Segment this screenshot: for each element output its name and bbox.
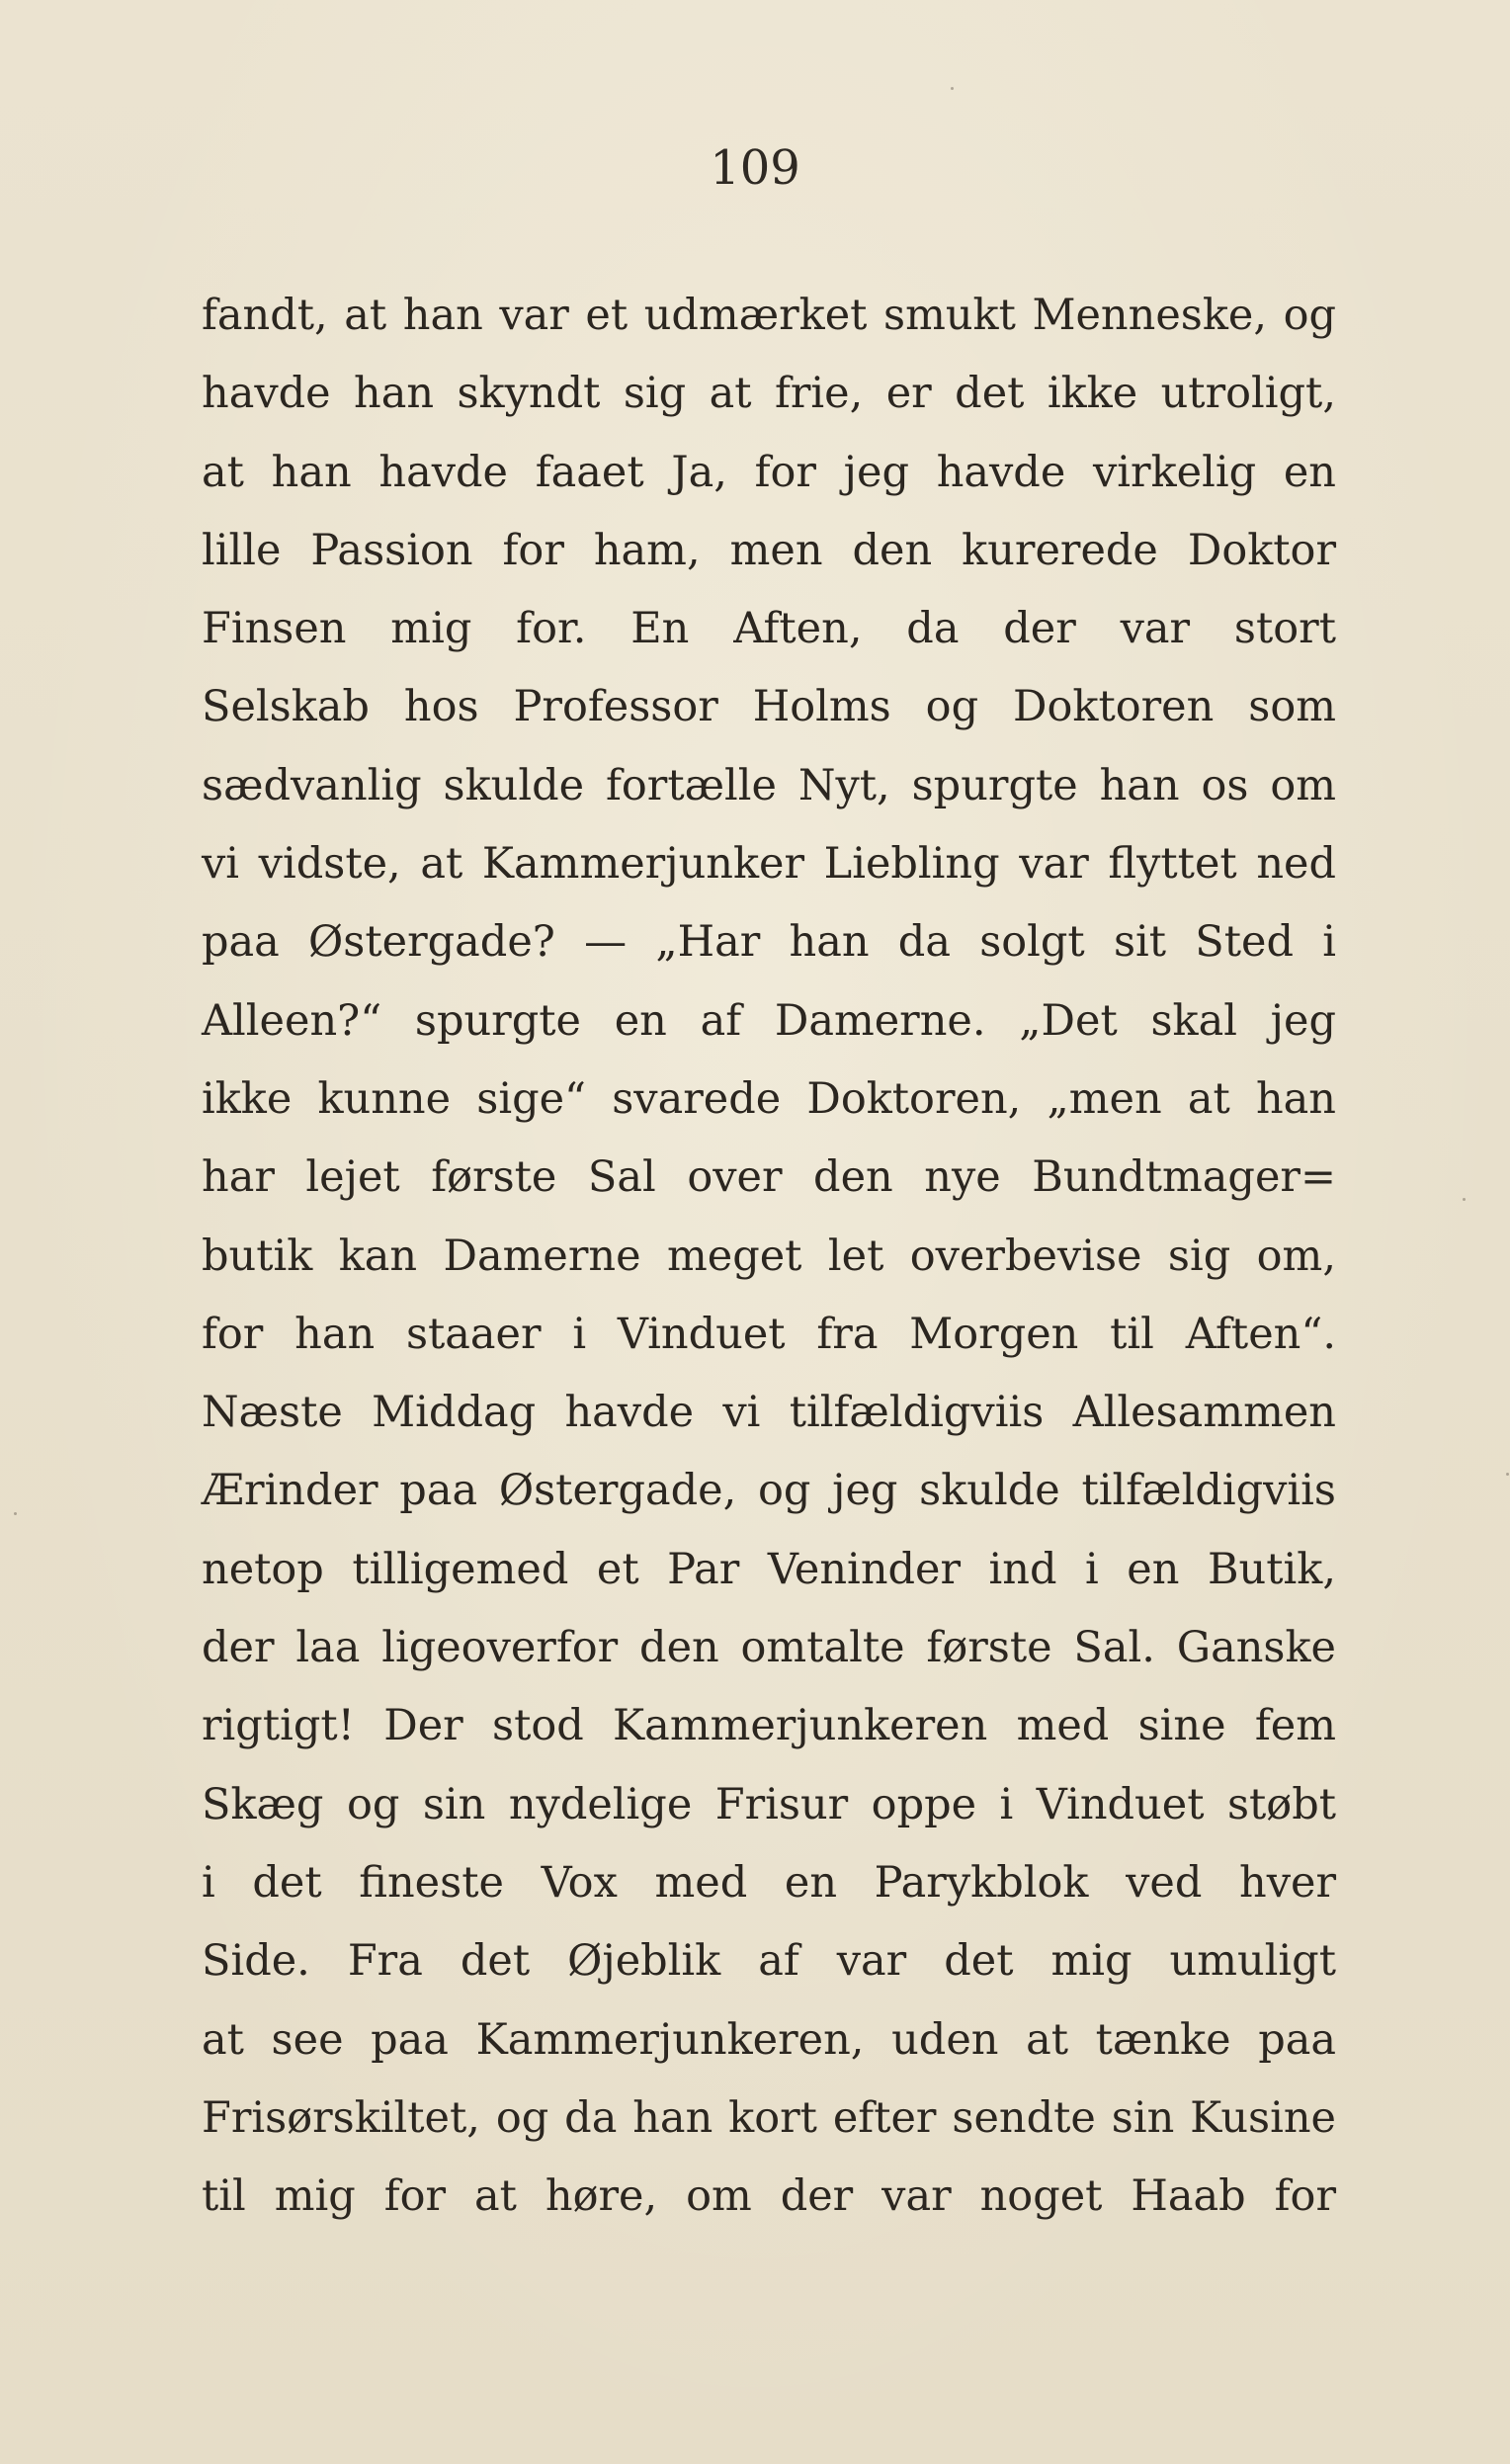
paper-speck xyxy=(1506,1473,1509,1476)
text-line: der laa ligeoverfor den omtalte første Sal. Ganske xyxy=(202,1623,1336,1673)
text-line: sædvanlig skulde fortælle Nyt, spurgte han os om xyxy=(202,760,1336,810)
text-line: har lejet første Sal over den nye Bundtmager= xyxy=(202,1152,1336,1203)
paper-speck xyxy=(14,1512,17,1515)
text-line: for han staaer i Vinduet fra Morgen til Aften“. xyxy=(202,1309,1336,1359)
text-line: butik kan Damerne meget let overbevise sig om, xyxy=(202,1231,1336,1281)
text-line: Ærinder paa Østergade, og jeg skulde tilfældigviis xyxy=(202,1466,1336,1516)
text-line: Finsen mig for. En Aften, da der var stort xyxy=(202,604,1336,654)
text-line: Selskab hos Professor Holms og Doktoren som xyxy=(202,682,1336,732)
text-line: i det fineste Vox med en Parykblok ved hver xyxy=(202,1857,1336,1908)
text-line: Næste Middag havde vi tilfældigviis Allesammen xyxy=(202,1388,1336,1438)
paper-speck xyxy=(951,87,954,90)
text-line: paa Østergade? — „Har han da solgt sit Sted i xyxy=(202,917,1336,968)
text-line: til mig for at høre, om der var noget Haab for xyxy=(202,2171,1336,2222)
text-line: Skæg og sin nydelige Frisur oppe i Vinduet støbt xyxy=(202,1779,1336,1829)
text-line: havde han skyndt sig at frie, er det ikke utroligt, xyxy=(202,369,1336,419)
text-line: lille Passion for ham, men den kurerede Doktor xyxy=(202,525,1336,575)
body-text xyxy=(202,277,1336,2236)
text-line: at see paa Kammerjunkeren, uden at tænke paa xyxy=(202,2014,1336,2065)
text-line: Side. Fra det Øjeblik af var det mig umuligt xyxy=(202,1936,1336,1987)
text-line: ikke kunne sige“ svarede Doktoren, „men at han xyxy=(202,1073,1336,1124)
text-line: vi vidste, at Kammerjunker Liebling var flyttet ned xyxy=(202,839,1336,890)
page-number: 109 xyxy=(710,140,800,196)
paper-speck xyxy=(1463,1198,1466,1201)
text-line: netop tilligemed et Par Veninder ind i en Butik, xyxy=(202,1544,1336,1594)
text-line: Alleen?“ spurgte en af Damerne. „Det skal jeg xyxy=(202,995,1336,1046)
text-line: fandt, at han var et udmærket smukt Menneske, og xyxy=(202,291,1336,340)
text-line: rigtigt! Der stod Kammerjunkeren med sine fem xyxy=(202,1701,1336,1751)
text-line: at han havde faaet Ja, for jeg havde virkelig en xyxy=(202,447,1336,497)
text-line: Frisørskiltet, og da han kort efter sendte sin Kusine xyxy=(202,2092,1336,2143)
